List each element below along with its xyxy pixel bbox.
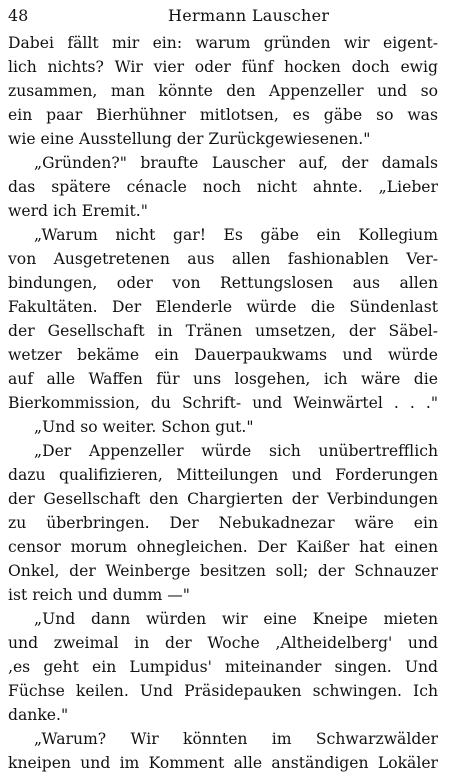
text-line: von Ausgetretenen aus allen fashionablen Ver- [8,250,438,268]
text-line: „Gründen?" braufte Lauscher auf, der damals [34,154,438,172]
text-line: „Warum nicht gar! Es gäbe ein Kollegium [34,226,438,244]
text-line: „Warum? Wir könnten im Schwarzwälder [34,730,438,748]
page-header [8,6,440,30]
text-line: dazu qualifizieren, Mitteilungen und Forderungen [8,466,438,484]
text-line: kneipen und im Komment alle anständigen Lokäler [8,754,438,772]
text-line: auf alle Waffen für uns losgehen, ich wäre die [8,370,438,388]
text-line: Dabei fällt mir ein: warum gründen wir eigent- [8,34,438,52]
body-text [8,31,438,775]
text-line: zusammen, man könnte den Appenzeller und so [8,82,438,100]
text-line: bindungen, oder von Rettungslosen aus allen [8,274,438,292]
text-line: das spätere cénacle noch nicht ahnte. „Lieber [8,178,438,196]
text-line: Füchse keilen. Und Präsidepauken schwingen. Ich [8,682,438,700]
text-line: zu überbringen. Der Nebukadnezar wäre ein [8,514,438,532]
text-line: ‚es geht ein Lumpidus' miteinander singen. Und [8,658,438,676]
text-line: Fakultäten. Der Elenderle würde die Sündenlast [8,298,438,316]
text-line: danke." [8,706,69,724]
text-line: Onkel, der Weinberge besitzen soll; der Schnauzer [8,562,438,580]
text-line: ein paar Bierhühner mitlotsen, es gäbe so was [8,106,438,124]
text-line: „Der Appenzeller würde sich unübertrefflich [34,442,438,460]
text-line: censor morum ohnegleichen. Der Kaißer hat einen [8,538,438,556]
page-number: 48 [8,6,29,25]
text-line: lich nichts? Wir vier oder fünf hocken doch ewig [8,58,438,76]
text-line: der Gesellschaft in Tränen umsetzen, der Säbel- [8,322,438,340]
text-line: wie eine Ausstellung der Zurückgewiesenen." [8,130,371,148]
running-title: Hermann Lauscher [168,6,330,25]
text-line: Bierkommission, du Schrift- und Weinwärtel . . ." [8,394,438,412]
text-line: „Und dann würden wir eine Kneipe mieten [34,610,438,628]
text-line: der Gesellschaft den Chargierten der Verbindungen [8,490,438,508]
text-line: ist reich und dumm —" [8,586,190,604]
text-line: und zweimal in der Woche ‚Altheidelberg' und [8,634,438,652]
text-line: wetzer bekäme ein Dauerpaukwams und würde [8,346,438,364]
text-line: werd ich Eremit." [8,202,148,220]
text-line: „Und so weiter. Schon gut." [34,418,254,436]
